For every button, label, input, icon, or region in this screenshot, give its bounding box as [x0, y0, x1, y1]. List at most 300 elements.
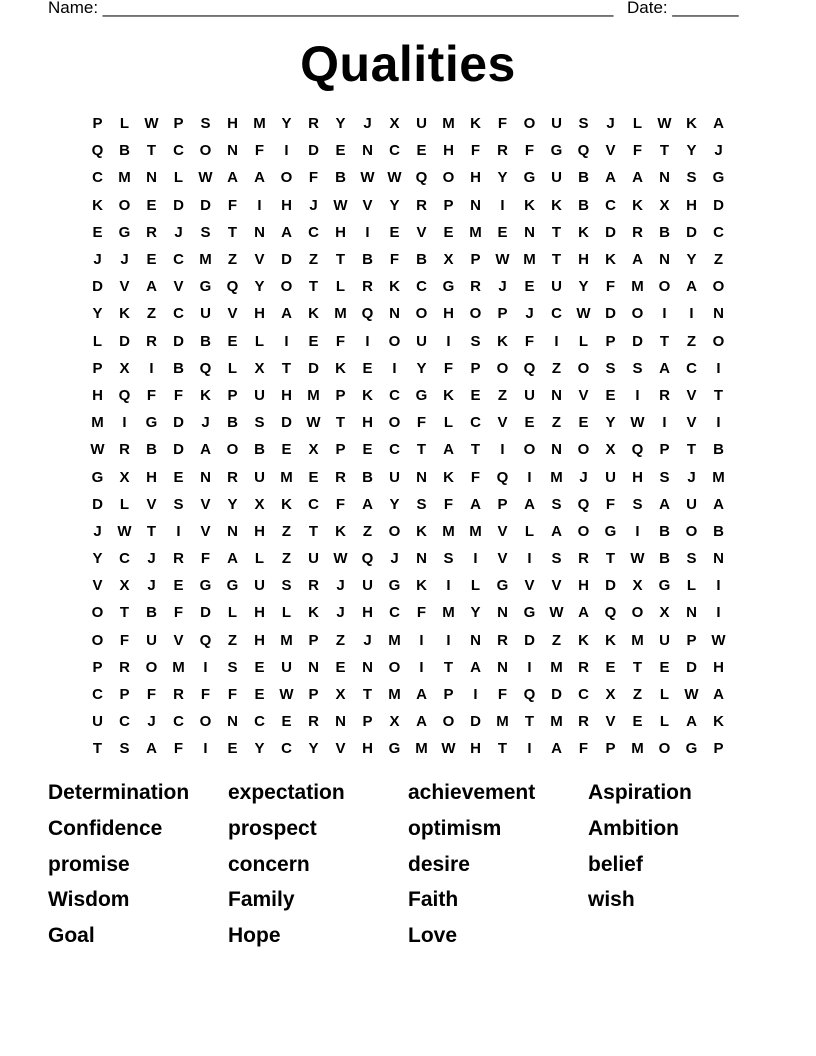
grid-letter: K — [524, 196, 535, 214]
grid-letter: K — [119, 305, 130, 323]
grid-letter: S — [281, 577, 292, 595]
grid-letter: H — [470, 740, 481, 758]
grid-row — [84, 273, 732, 300]
grid-letter: F — [632, 142, 643, 160]
grid-letter: K — [713, 713, 724, 731]
grid-letter: F — [254, 142, 265, 160]
grid-letter: T — [551, 251, 562, 269]
grid-letter: O — [469, 305, 482, 323]
grid-letter: A — [713, 115, 724, 133]
grid-letter: K — [335, 359, 346, 377]
grid-letter: J — [309, 196, 318, 214]
grid-letter: Q — [199, 359, 212, 377]
grid-letter: S — [551, 550, 562, 568]
grid-letter: T — [416, 441, 427, 459]
word-bank-item: Confidence — [48, 816, 163, 840]
grid-letter: N — [254, 223, 265, 241]
grid-letter: D — [308, 142, 319, 160]
grid-letter: M — [550, 658, 563, 676]
grid-letter: F — [335, 495, 346, 513]
grid-letter: N — [227, 713, 238, 731]
grid-letter: D — [281, 251, 292, 269]
grid-letter: V — [605, 142, 616, 160]
grid-letter: T — [362, 686, 373, 704]
grid-letter: P — [92, 658, 103, 676]
grid-letter: Z — [632, 686, 643, 704]
grid-letter: E — [524, 278, 535, 296]
grid-letter: A — [659, 495, 670, 513]
grid-letter: L — [659, 713, 670, 731]
grid-letter: H — [92, 386, 103, 404]
grid-letter: N — [713, 550, 724, 568]
grid-letter: N — [308, 658, 319, 676]
grid-letter: L — [578, 332, 589, 350]
grid-row — [84, 599, 732, 626]
grid-letter: I — [500, 441, 505, 459]
grid-letter: O — [442, 713, 455, 731]
grid-letter: K — [497, 332, 508, 350]
grid-row — [84, 219, 732, 246]
grid-letter: N — [659, 169, 670, 187]
grid-row — [84, 409, 732, 436]
grid-letter: X — [119, 468, 130, 486]
grid-letter: M — [442, 604, 455, 622]
grid-letter: R — [497, 142, 508, 160]
grid-letter: Q — [415, 169, 428, 187]
grid-letter: X — [605, 686, 616, 704]
grid-letter: T — [335, 414, 346, 432]
grid-letter: S — [200, 223, 211, 241]
grid-letter: O — [145, 658, 158, 676]
grid-letter: X — [119, 577, 130, 595]
grid-letter: Q — [118, 386, 131, 404]
grid-letter: M — [388, 631, 401, 649]
grid-letter: M — [712, 468, 725, 486]
grid-letter: F — [146, 686, 157, 704]
grid-letter: K — [578, 631, 589, 649]
grid-letter: U — [686, 495, 697, 513]
grid-letter: P — [659, 441, 670, 459]
grid-letter: G — [199, 577, 212, 595]
grid-letter: I — [419, 631, 424, 649]
grid-letter: H — [335, 223, 346, 241]
grid-letter: E — [362, 359, 373, 377]
grid-letter: T — [551, 223, 562, 241]
grid-letter: F — [470, 468, 481, 486]
grid-letter: P — [497, 495, 508, 513]
grid-letter: V — [497, 550, 508, 568]
grid-letter: D — [713, 196, 724, 214]
grid-letter: J — [174, 223, 183, 241]
grid-letter: W — [144, 115, 159, 133]
grid-letter: H — [713, 658, 724, 676]
grid-letter: V — [200, 522, 211, 540]
grid-letter: H — [254, 522, 265, 540]
grid-letter: N — [497, 604, 508, 622]
grid-letter: U — [551, 115, 562, 133]
grid-letter: N — [362, 658, 373, 676]
grid-letter: U — [362, 577, 373, 595]
grid-letter: R — [308, 115, 319, 133]
grid-letter: I — [716, 414, 721, 432]
grid-letter: I — [716, 359, 721, 377]
grid-letter: F — [416, 604, 427, 622]
grid-letter: B — [254, 441, 265, 459]
grid-row — [84, 708, 732, 735]
grid-letter: J — [336, 577, 345, 595]
grid-letter: R — [173, 550, 184, 568]
grid-letter: C — [173, 305, 184, 323]
grid-letter: Z — [551, 631, 562, 649]
grid-letter: M — [631, 631, 644, 649]
grid-letter: M — [91, 414, 104, 432]
grid-letter: J — [93, 251, 102, 269]
grid-letter: H — [254, 305, 265, 323]
grid-letter: I — [689, 305, 694, 323]
grid-letter: U — [92, 713, 103, 731]
grid-letter: P — [605, 332, 616, 350]
grid-letter: L — [686, 577, 697, 595]
grid-letter: Q — [523, 686, 536, 704]
grid-letter: Z — [713, 251, 724, 269]
grid-letter: G — [91, 468, 104, 486]
grid-letter: I — [716, 604, 721, 622]
grid-letter: W — [306, 414, 321, 432]
grid-letter: V — [173, 631, 184, 649]
grid-letter: V — [335, 740, 346, 758]
grid-letter: S — [578, 115, 589, 133]
grid-letter: J — [498, 278, 507, 296]
word-bank-item: desire — [408, 852, 470, 876]
grid-letter: U — [389, 468, 400, 486]
grid-letter: A — [470, 495, 481, 513]
grid-letter: Y — [686, 142, 697, 160]
grid-letter: S — [686, 169, 697, 187]
grid-letter: V — [551, 577, 562, 595]
grid-letter: A — [362, 495, 373, 513]
grid-letter: E — [335, 142, 346, 160]
grid-row — [84, 518, 732, 545]
grid-letter: X — [308, 441, 319, 459]
grid-letter: O — [577, 522, 590, 540]
grid-letter: S — [470, 332, 481, 350]
grid-letter: P — [470, 251, 481, 269]
grid-letter: F — [443, 359, 454, 377]
grid-letter: I — [203, 658, 208, 676]
grid-letter: Q — [577, 142, 590, 160]
grid-letter: G — [712, 169, 725, 187]
grid-letter: H — [254, 604, 265, 622]
grid-letter: R — [119, 658, 130, 676]
grid-letter: G — [199, 278, 212, 296]
word-bank-item: promise — [48, 852, 130, 876]
grid-letter: P — [713, 740, 724, 758]
grid-row — [84, 164, 732, 191]
grid-letter: T — [119, 604, 130, 622]
grid-letter: R — [308, 577, 319, 595]
grid-letter: F — [146, 386, 157, 404]
grid-letter: A — [470, 658, 481, 676]
grid-letter: O — [118, 196, 131, 214]
grid-letter: X — [659, 604, 670, 622]
grid-letter: H — [632, 468, 643, 486]
grid-letter: N — [227, 522, 238, 540]
grid-letter: Y — [416, 359, 427, 377]
grid-row — [84, 491, 732, 518]
grid-letter: E — [173, 577, 184, 595]
grid-letter: I — [473, 550, 478, 568]
grid-letter: V — [497, 414, 508, 432]
grid-letter: Y — [92, 305, 103, 323]
grid-letter: Z — [281, 522, 292, 540]
grid-letter: N — [524, 223, 535, 241]
grid-letter: R — [416, 196, 427, 214]
grid-letter: I — [446, 631, 451, 649]
grid-letter: I — [554, 332, 559, 350]
word-bank — [48, 779, 768, 958]
grid-letter: H — [146, 468, 157, 486]
grid-letter: Q — [199, 631, 212, 649]
word-bank-item: Ambition — [588, 816, 679, 840]
grid-letter: B — [335, 169, 346, 187]
grid-letter: E — [416, 142, 427, 160]
grid-letter: Y — [308, 740, 319, 758]
grid-letter: T — [308, 522, 319, 540]
grid-letter: E — [605, 658, 616, 676]
grid-letter: M — [172, 658, 185, 676]
grid-letter: F — [227, 196, 238, 214]
word-bank-item: optimism — [408, 816, 502, 840]
grid-letter: R — [470, 278, 481, 296]
grid-letter: T — [308, 278, 319, 296]
grid-letter: M — [442, 115, 455, 133]
grid-letter: Y — [227, 495, 238, 513]
grid-letter: P — [308, 631, 319, 649]
grid-letter: W — [684, 686, 699, 704]
grid-letter: J — [363, 115, 372, 133]
grid-letter: G — [496, 577, 509, 595]
grid-letter: O — [226, 441, 239, 459]
grid-letter: Z — [308, 251, 319, 269]
grid-letter: Y — [605, 414, 616, 432]
grid-letter: P — [362, 713, 373, 731]
grid-letter: P — [308, 686, 319, 704]
grid-letter: L — [92, 332, 103, 350]
grid-row — [84, 137, 732, 164]
grid-letter: G — [388, 740, 401, 758]
grid-letter: D — [92, 495, 103, 513]
grid-letter: M — [442, 522, 455, 540]
grid-letter: A — [281, 223, 292, 241]
grid-letter: H — [470, 169, 481, 187]
grid-letter: W — [117, 522, 132, 540]
grid-letter: Y — [389, 196, 400, 214]
grid-letter: O — [577, 441, 590, 459]
grid-letter: F — [443, 495, 454, 513]
grid-letter: S — [632, 495, 643, 513]
grid-letter: V — [119, 278, 130, 296]
word-bank-item: prospect — [228, 816, 317, 840]
grid-letter: I — [149, 359, 154, 377]
grid-letter: N — [551, 386, 562, 404]
grid-letter: V — [146, 495, 157, 513]
grid-letter: X — [443, 251, 454, 269]
grid-letter: P — [497, 305, 508, 323]
grid-letter: I — [662, 305, 667, 323]
grid-letter: E — [470, 386, 481, 404]
grid-letter: F — [524, 142, 535, 160]
grid-letter: G — [523, 169, 536, 187]
grid-letter: Q — [226, 278, 239, 296]
grid-letter: N — [497, 658, 508, 676]
grid-letter: J — [525, 305, 534, 323]
grid-letter: D — [173, 196, 184, 214]
grid-letter: L — [632, 115, 643, 133]
grid-letter: O — [523, 441, 536, 459]
grid-letter: F — [308, 169, 319, 187]
grid-letter: M — [118, 169, 131, 187]
grid-letter: V — [254, 251, 265, 269]
grid-letter: H — [443, 142, 454, 160]
grid-letter: E — [146, 196, 157, 214]
grid-letter: I — [284, 142, 289, 160]
grid-letter: U — [146, 631, 157, 649]
grid-letter: O — [388, 658, 401, 676]
grid-letter: X — [335, 686, 346, 704]
grid-letter: B — [578, 169, 589, 187]
word-bank-item: belief — [588, 852, 643, 876]
grid-letter: E — [362, 441, 373, 459]
grid-letter: C — [605, 196, 616, 214]
grid-letter: F — [200, 686, 211, 704]
grid-letter: E — [227, 332, 238, 350]
grid-letter: A — [686, 278, 697, 296]
grid-letter: O — [415, 305, 428, 323]
grid-letter: I — [635, 522, 640, 540]
grid-letter: N — [200, 468, 211, 486]
grid-letter: K — [578, 223, 589, 241]
grid-letter: T — [92, 740, 103, 758]
grid-letter: T — [497, 740, 508, 758]
grid-letter: E — [173, 468, 184, 486]
grid-letter: R — [146, 223, 157, 241]
grid-letter: M — [469, 522, 482, 540]
grid-letter: D — [281, 414, 292, 432]
grid-letter: V — [605, 713, 616, 731]
grid-letter: O — [199, 713, 212, 731]
grid-letter: L — [254, 550, 265, 568]
grid-letter: E — [605, 386, 616, 404]
word-search-grid — [84, 110, 732, 763]
grid-letter: M — [550, 468, 563, 486]
grid-letter: O — [712, 278, 725, 296]
grid-letter: O — [91, 604, 104, 622]
grid-letter: Y — [281, 115, 292, 133]
grid-letter: A — [227, 169, 238, 187]
word-bank-item: Aspiration — [588, 781, 692, 804]
grid-letter: V — [227, 305, 238, 323]
grid-letter: K — [308, 604, 319, 622]
grid-letter: N — [551, 441, 562, 459]
grid-letter: V — [362, 196, 373, 214]
grid-letter: E — [632, 713, 643, 731]
grid-letter: C — [551, 305, 562, 323]
grid-letter: R — [497, 631, 508, 649]
grid-letter: K — [308, 305, 319, 323]
grid-letter: I — [446, 332, 451, 350]
grid-letter: M — [280, 468, 293, 486]
grid-letter: N — [659, 251, 670, 269]
grid-letter: R — [227, 468, 238, 486]
grid-letter: E — [443, 223, 454, 241]
grid-letter: W — [657, 115, 672, 133]
grid-letter: T — [632, 658, 643, 676]
grid-letter: A — [416, 713, 427, 731]
grid-letter: V — [92, 577, 103, 595]
grid-letter: F — [524, 332, 535, 350]
grid-letter: I — [392, 359, 397, 377]
grid-letter: A — [254, 169, 265, 187]
grid-letter: R — [173, 686, 184, 704]
grid-letter: K — [416, 522, 427, 540]
grid-letter: Z — [335, 631, 346, 649]
grid-letter: C — [281, 740, 292, 758]
grid-letter: U — [254, 386, 265, 404]
word-bank-item: Faith — [408, 888, 459, 912]
grid-letter: H — [686, 196, 697, 214]
grid-letter: E — [227, 740, 238, 758]
grid-letter: C — [92, 686, 103, 704]
grid-letter: G — [226, 577, 239, 595]
grid-letter: F — [173, 604, 184, 622]
grid-letter: A — [578, 604, 589, 622]
grid-letter: M — [280, 631, 293, 649]
grid-letter: S — [686, 550, 697, 568]
grid-letter: J — [120, 251, 129, 269]
grid-letter: C — [686, 359, 697, 377]
grid-letter: J — [687, 468, 696, 486]
grid-row — [84, 300, 732, 327]
grid-letter: Z — [146, 305, 157, 323]
grid-letter: F — [578, 740, 589, 758]
grid-letter: K — [605, 631, 616, 649]
grid-letter: K — [470, 115, 481, 133]
grid-letter: D — [92, 278, 103, 296]
grid-letter: C — [470, 414, 481, 432]
grid-letter: E — [146, 251, 157, 269]
grid-letter: U — [551, 169, 562, 187]
grid-letter: B — [146, 441, 157, 459]
grid-letter: B — [200, 332, 211, 350]
grid-row — [84, 328, 732, 355]
grid-letter: C — [308, 495, 319, 513]
grid-row — [84, 681, 732, 708]
grid-letter: E — [389, 223, 400, 241]
grid-letter: J — [336, 604, 345, 622]
grid-letter: G — [118, 223, 131, 241]
grid-letter: J — [147, 713, 156, 731]
grid-letter: E — [659, 658, 670, 676]
grid-letter: U — [551, 278, 562, 296]
grid-letter: E — [254, 658, 265, 676]
grid-letter: N — [335, 713, 346, 731]
grid-letter: A — [659, 359, 670, 377]
grid-letter: A — [551, 740, 562, 758]
grid-letter: R — [632, 223, 643, 241]
grid-letter: F — [173, 386, 184, 404]
word-bank-item: expectation — [228, 781, 345, 804]
grid-letter: T — [659, 142, 670, 160]
